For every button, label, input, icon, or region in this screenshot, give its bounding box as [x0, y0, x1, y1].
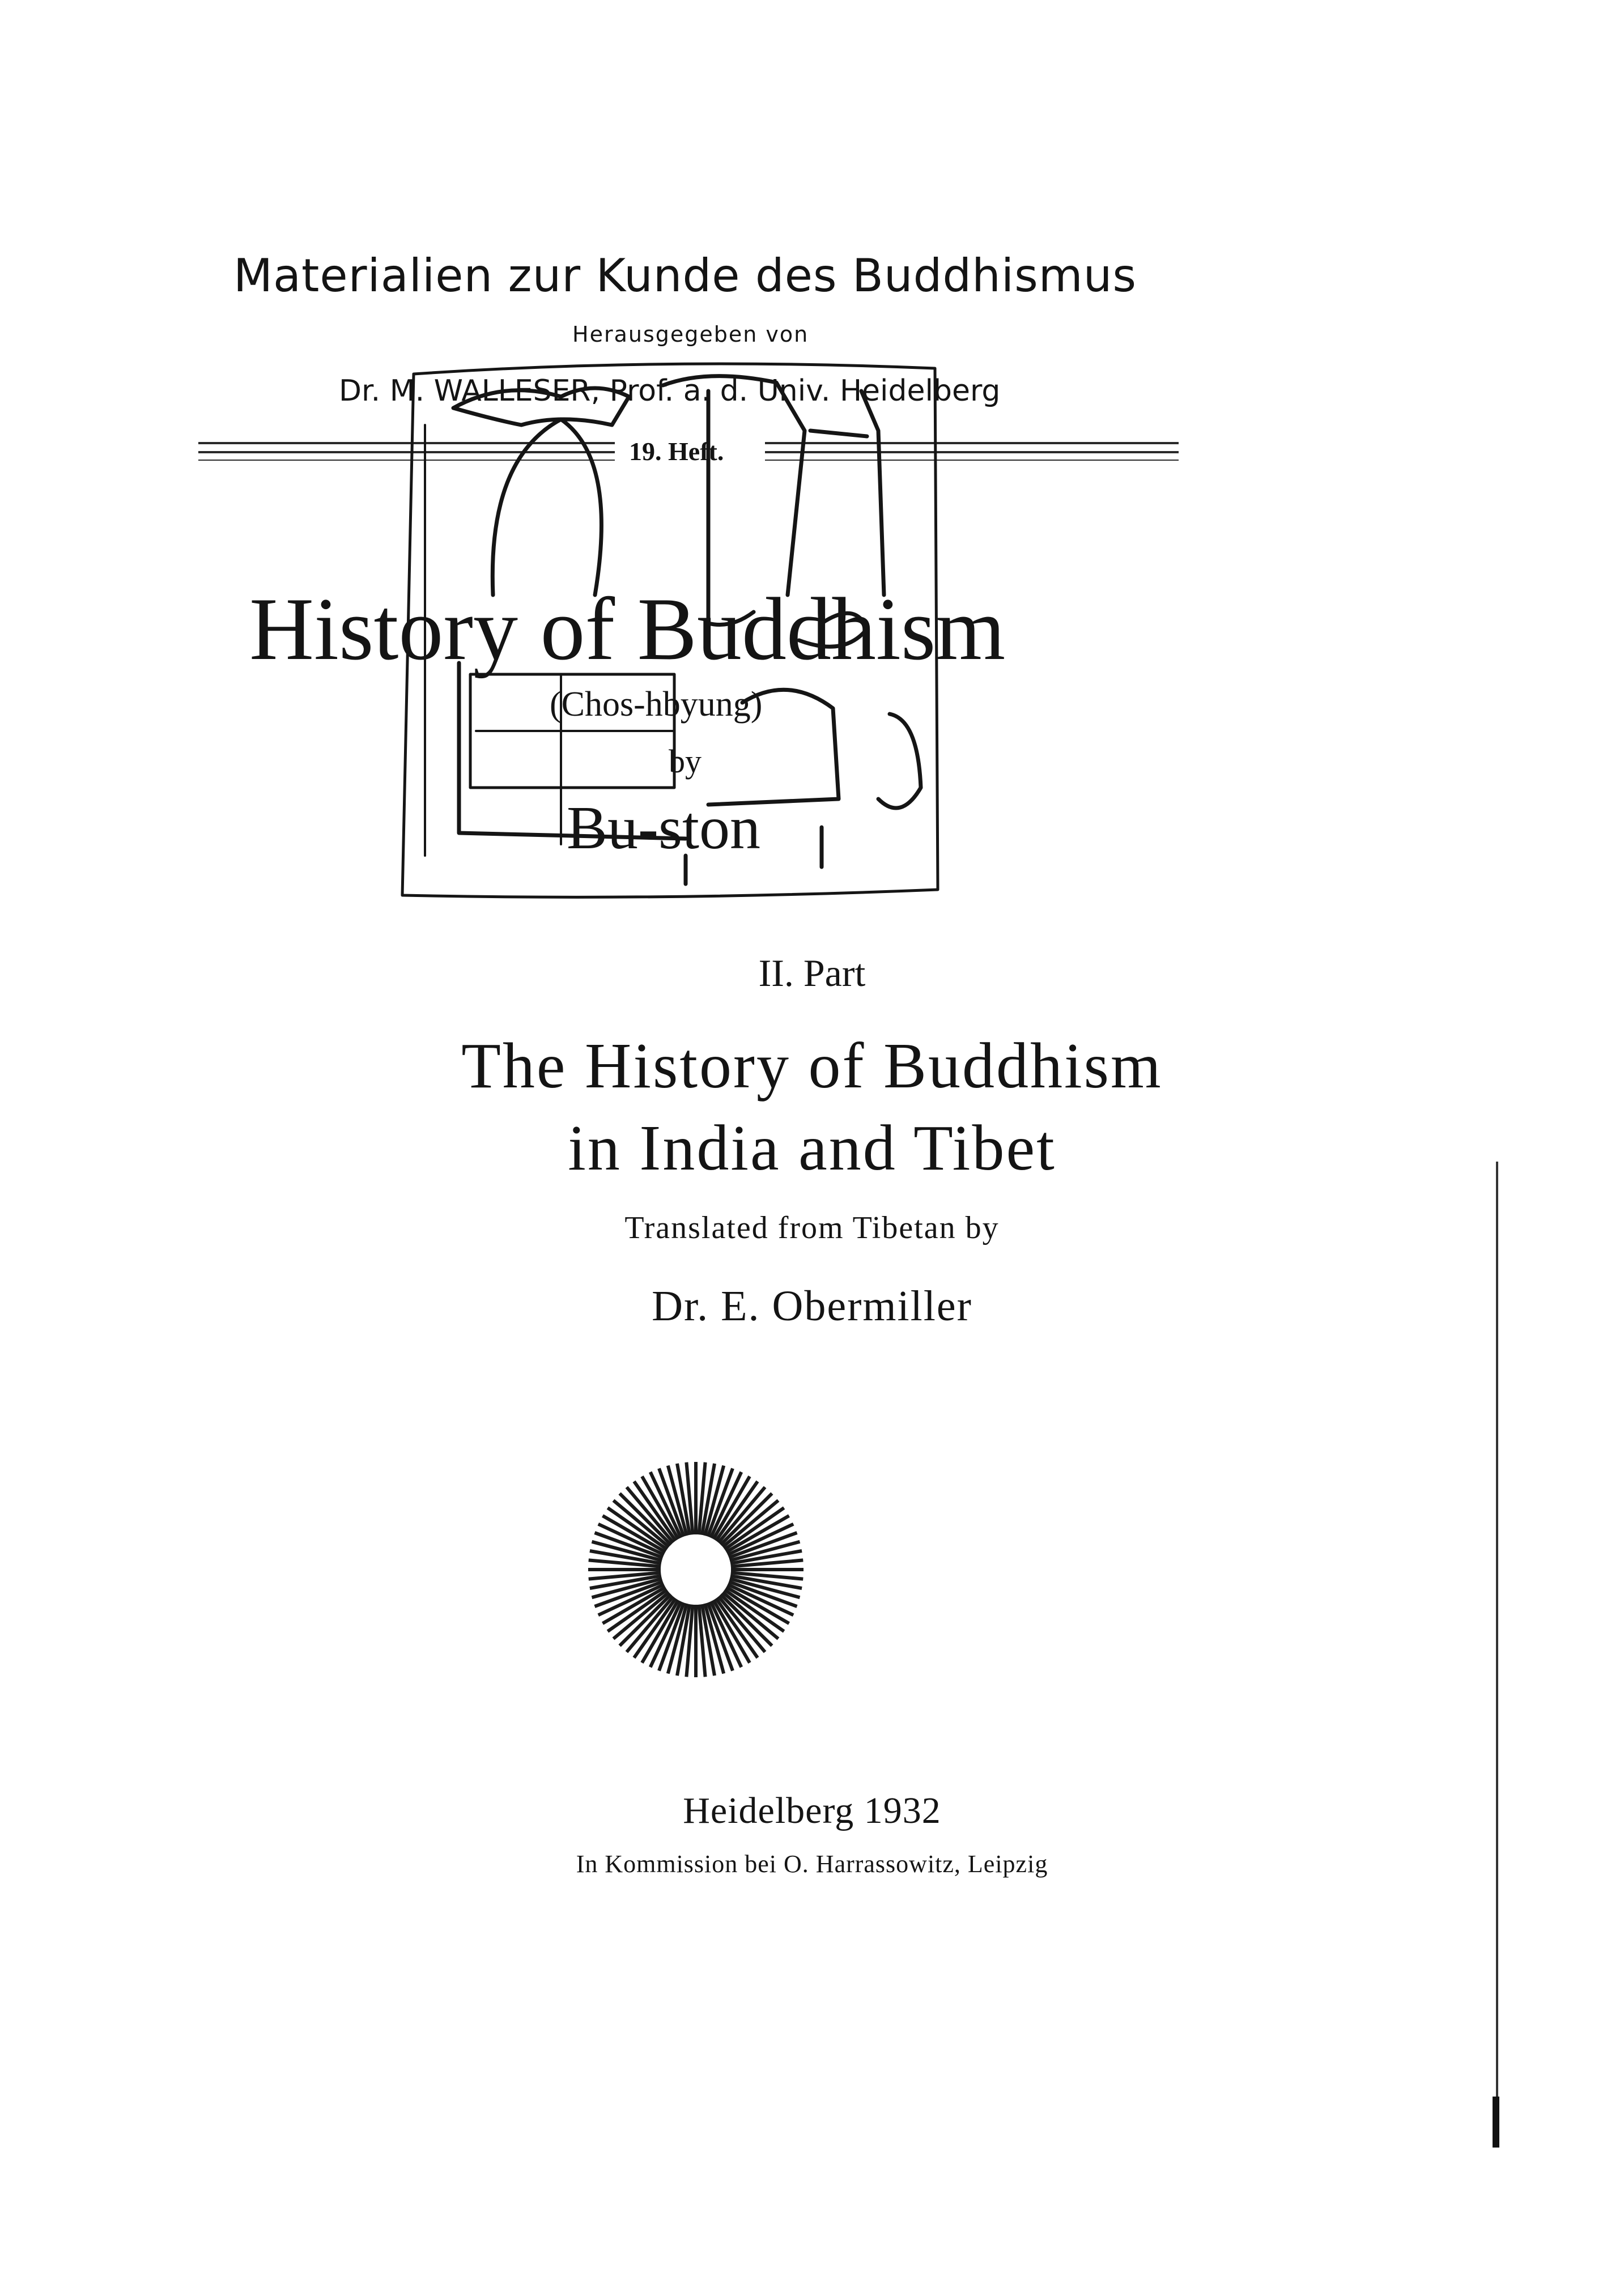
- part-label: II. Part: [758, 951, 866, 994]
- part-title: [0, 1024, 1624, 1189]
- issue-label: 19. Heft.: [629, 437, 724, 466]
- editor-label: Herausgegeben von: [572, 322, 809, 347]
- imprint-place-year: Heidelberg 1932: [683, 1790, 941, 1831]
- translator-name: Dr. E. Obermiller: [652, 1282, 972, 1330]
- sunburst-ornament-icon: [577, 1451, 815, 1689]
- work-subtitle: (Chos-hbyung): [550, 685, 763, 724]
- part-title-line: in India and Tibet: [568, 1112, 1056, 1184]
- imprint-publisher: In Kommission bei O. Harrassowitz, Leipzig: [576, 1850, 1048, 1878]
- library-stamp-icon: [391, 357, 952, 912]
- work-author: Bu-ston: [567, 794, 761, 862]
- editor-line: Dr. M. WALLESER, Prof. a. d. Univ. Heidelberg: [339, 374, 1001, 408]
- work-title: History of Buddhism: [249, 580, 1006, 679]
- translated-label: Translated from Tibetan by: [624, 1210, 1000, 1245]
- series-title: Materialien zur Kunde des Buddhismus: [233, 249, 1137, 302]
- by-label: by: [669, 743, 702, 780]
- part-title-line: The History of Buddhism: [461, 1030, 1163, 1102]
